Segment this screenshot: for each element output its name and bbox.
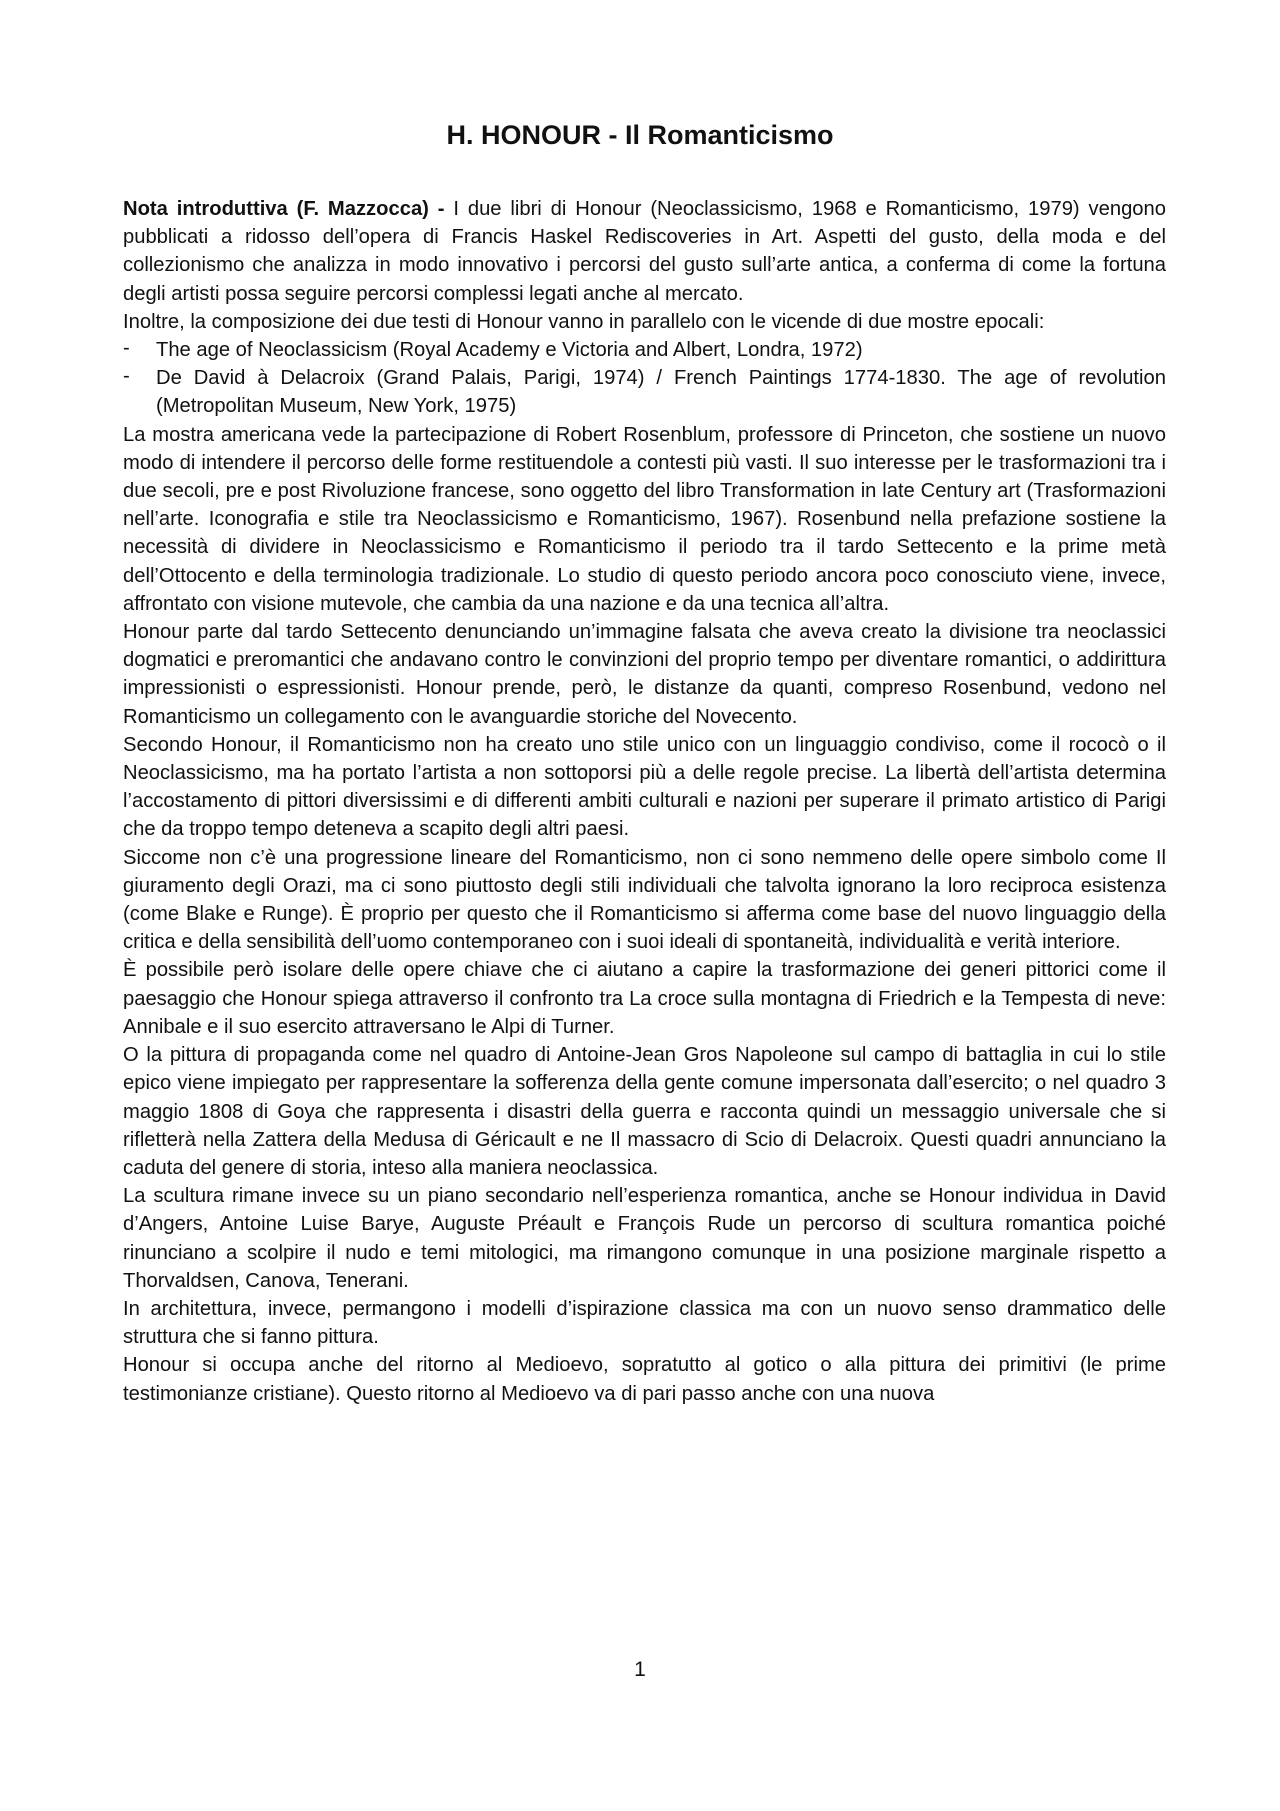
list-item xyxy=(123,336,1166,364)
paragraph: Secondo Honour, il Romanticismo non ha creato uno stile unico con un linguaggio condiviso, come il rococò o il Neoclassicismo, ma ha portato l’artista a non sottoporsi più a delle regole precise. La libertà dell’artista determina l’accostamento di pittori diversissimi e di differenti ambiti culturali e nazioni per superare il primato artistico di Parigi che da troppo tempo deteneva a scapito degli altri paesi. xyxy=(123,733,1166,841)
paragraph: È possibile però isolare delle opere chiave che ci aiutano a capire la trasformazione dei generi pittorici come il paesaggio che Honour spiega attraverso il confronto tra La croce sulla montagna di Friedrich e la Tempesta di neve: Annibale e il suo esercito attraversano le Alpi di Turner. xyxy=(123,959,1166,1038)
exhibition-list xyxy=(123,336,1166,421)
paragraph: Honour si occupa anche del ritorno al Medioevo, sopratutto al gotico o alla pittura dei primitivi (le prime testimonianze cristiane). Questo ritorno al Medioevo va di pari passo anche con una nuova xyxy=(123,1354,1166,1405)
paragraph: La scultura rimane invece su un piano secondario nell’esperienza romantica, anche se Honour individua in David d’Angers, Antoine Luise Barye, Auguste Préault e François Rude un percorso di scultura romantica poiché rinunciano a scolpire il nudo e temi mitologici, ma rimangono comunque in una posizione marginale rispetto a Thorvaldsen, Canova, Tenerani. xyxy=(123,1185,1166,1292)
document-body xyxy=(123,195,1166,1408)
paragraph: In architettura, invece, permangono i modelli d’ispirazione classica ma con un nuovo senso drammatico delle struttura che si fanno pittura. xyxy=(123,1297,1166,1349)
paragraph: Honour parte dal tardo Settecento denunciando un’immagine falsata che aveva creato la divisione tra neoclassici dogmatici e preromantici che andavano contro le convinzioni del proprio tempo per diventare romantici, o addirittura impressionisti o espressionisti. Honour prende, però, le distanze da quanti, compreso Rosenbund, vedono nel Romanticismo un collegamento con le avanguardie storiche del Novecento. xyxy=(123,621,1166,728)
list-item-text: De David à Delacroix (Grand Palais, Parigi, 1974) / French Paintings 1774-1830. The age of revolution (Metropolitan Museum, New York, 1975) xyxy=(156,367,1166,418)
intro-text: I due libri di Honour (Neoclassicismo, 1968 e Romanticismo, 1979) vengono pubblicati a ridosso dell’opera di Francis Haskel Rediscoveries in Art. Aspetti del gusto, della moda e del collezionismo che analizza in modo innovativo i percorsi del gusto sull’arte antica, a conferma di come la fortuna degli artisti possa seguire percorsi complessi legati anche al mercato. xyxy=(123,198,1166,305)
paragraph-exhibitions: Inoltre, la composizione dei due testi di Honour vanno in parallelo con le vicende di due mostre epocali: xyxy=(123,310,1045,333)
intro-label: Nota introduttiva (F. Mazzocca) - xyxy=(123,198,445,220)
list-item xyxy=(123,364,1166,420)
intro-paragraph xyxy=(123,195,1166,308)
paragraph: O la pittura di propaganda come nel quadro di Antoine-Jean Gros Napoleone sul campo di battaglia in cui lo stile epico viene impiegato per rappresentare la sofferenza della gente comune impersonata dall’esercito; o nel quadro 3 maggio 1808 di Goya che rappresenta i disastri della guerra e racconta quindi un messaggio universale che si rifletterà nella Zattera della Medusa di Géricault e ne Il massacro di Scio di Delacroix. Questi quadri annunciano la caduta del genere di storia, inteso alla maniera neoclassica. xyxy=(123,1044,1166,1179)
document-title: H. HONOUR - Il Romanticismo xyxy=(446,120,834,150)
paragraph: La mostra americana vede la partecipazione di Robert Rosenblum, professore di Princeton, che sostiene un nuovo modo di intendere il percorso delle forme restituendole a contesti più vasti. Il suo interesse per le trasformazioni tra i due secoli, pre e post Rivoluzione francese, sono oggetto del libro Transformation in late Century art (Trasformazioni nell’arte. Iconografia e stile tra Neoclassicismo e Romanticismo, 1967). Rosenbund nella prefazione sostiene la necessità di dividere in Neoclassicismo e Romanticismo il periodo tra il tardo Settecento e la prime metà dell’Ottocento e della terminologia tradizionale. Lo studio di questo periodo ancora poco conosciuto viene, invece, affrontato con visione mutevole, che cambia da una nazione e da una tecnica all’altra. xyxy=(123,423,1166,615)
list-bullet: - xyxy=(123,337,130,360)
list-bullet: - xyxy=(123,365,130,388)
list-item-text: The age of Neoclassicism (Royal Academy e Victoria and Albert, Londra, 1972) xyxy=(156,339,863,362)
paragraph: Siccome non c’è una progressione lineare del Romanticismo, non ci sono nemmeno delle opere simbolo come Il giuramento degli Orazi, ma ci sono piuttosto degli stili individuali che talvolta ignorano la loro reciproca esistenza (come Blake e Runge). È proprio per questo che il Romanticismo si afferma come base del nuovo linguaggio della critica e della sensibilità dell’uomo contemporaneo con i suoi ideali di spontaneità, individualità e verità interiore. xyxy=(123,846,1166,954)
page-number: 1 xyxy=(634,1658,646,1681)
